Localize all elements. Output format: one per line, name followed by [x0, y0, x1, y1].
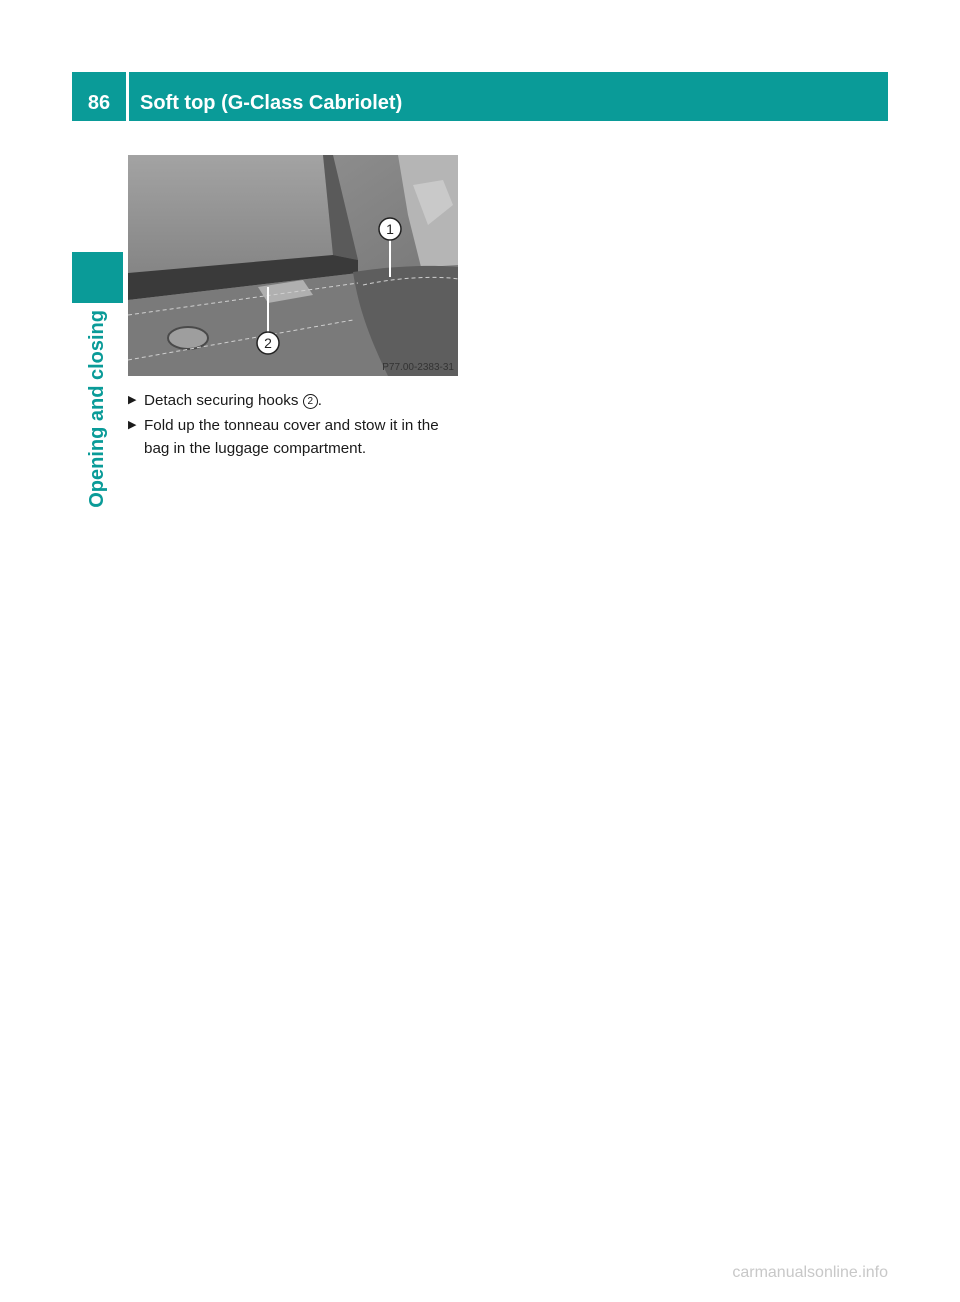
- tonneau-cover-illustration: [128, 155, 458, 376]
- side-tab-label: Opening and closing: [86, 310, 108, 508]
- section-title: Soft top (G-Class Cabriolet): [140, 92, 403, 114]
- header-divider: [126, 72, 129, 121]
- arrow-right-icon: ▶: [128, 394, 137, 406]
- instruction-step: [128, 389, 463, 412]
- figure-reference: P77.00-2383-31: [382, 362, 454, 373]
- step-text: Fold up the tonneau cover and stow it in the bag in the luggage compartment.: [144, 417, 439, 457]
- header-bar: [72, 72, 888, 121]
- arrow-right-icon: ▶: [128, 419, 137, 431]
- callout-2-label: 2: [264, 335, 272, 351]
- side-tab: [72, 310, 123, 550]
- page-number: 86: [87, 92, 111, 114]
- step-text: Detach securing hooks: [144, 392, 303, 409]
- illustration-svg: [128, 155, 458, 376]
- instruction-step: [128, 414, 463, 460]
- seat-mount: [168, 327, 208, 349]
- instruction-steps: [128, 389, 463, 462]
- watermark: carmanualsonline.info: [732, 1264, 888, 1281]
- side-tab-marker: [72, 252, 123, 303]
- callout-reference: 2: [303, 394, 318, 409]
- step-text-end: .: [317, 392, 322, 409]
- callout-1-label: 1: [386, 221, 394, 237]
- tonneau-cover: [128, 155, 333, 273]
